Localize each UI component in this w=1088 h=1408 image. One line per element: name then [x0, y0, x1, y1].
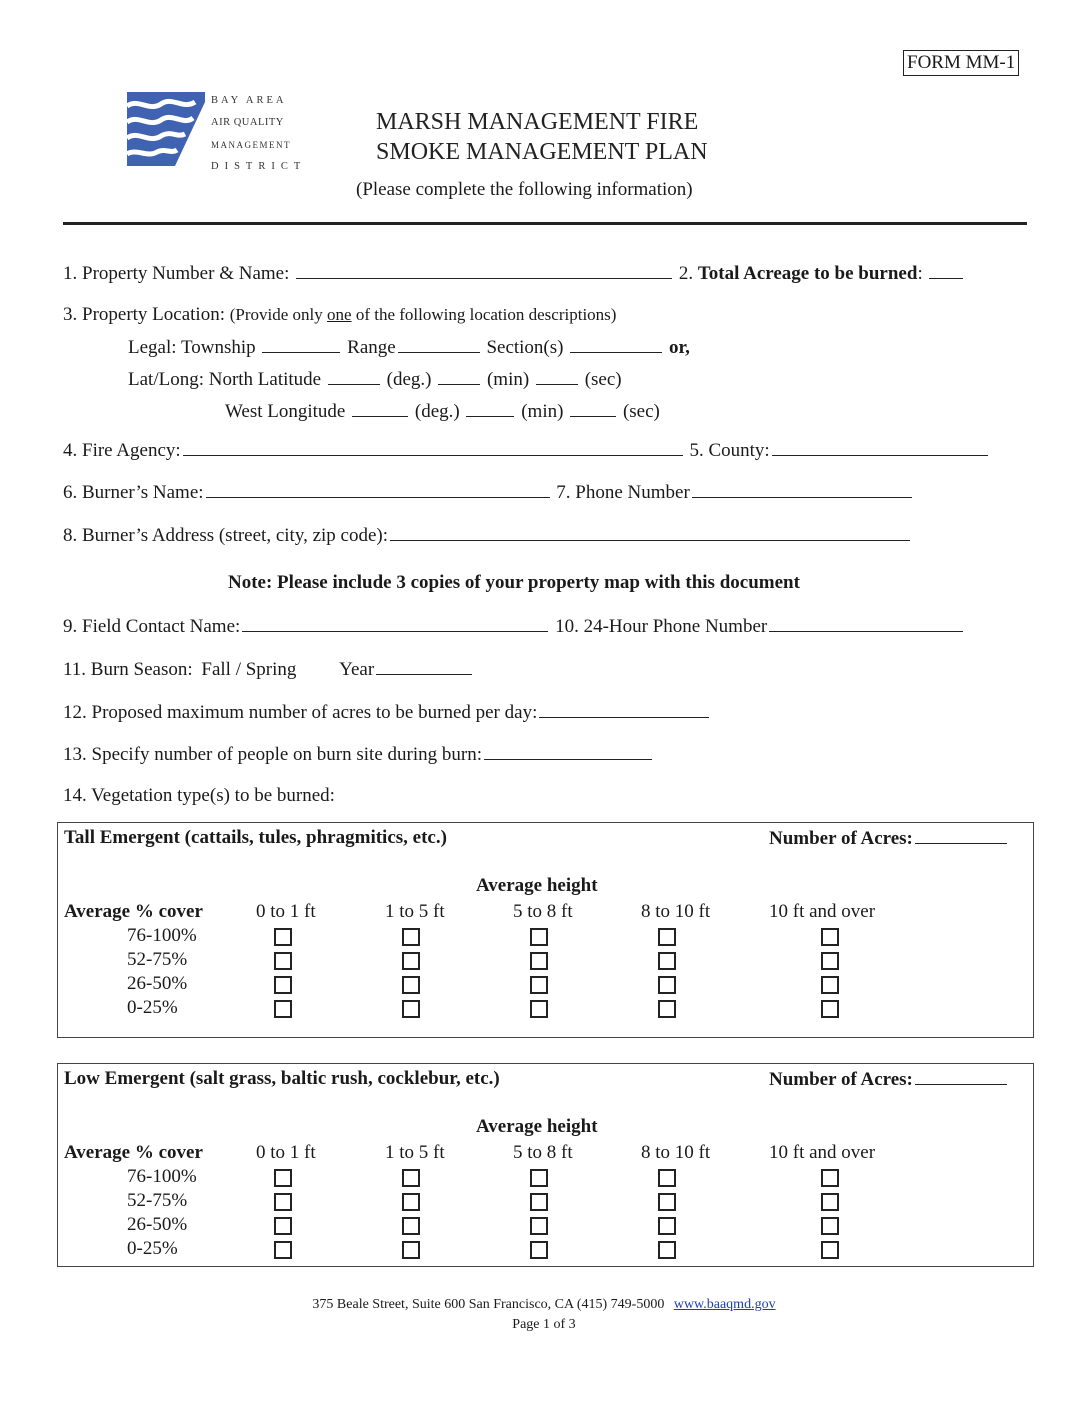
cover-height-checkbox[interactable] — [658, 976, 676, 994]
cover-height-checkbox[interactable] — [274, 1241, 292, 1259]
cover-height-checkbox[interactable] — [402, 928, 420, 946]
burn-season-options[interactable]: Fall / Spring — [201, 659, 297, 680]
average-height-label: Average height — [476, 1116, 598, 1137]
phone-number-label: 7. Phone Number — [556, 482, 690, 503]
cover-height-checkbox[interactable] — [530, 1000, 548, 1018]
deg-label: (deg.) — [414, 401, 460, 422]
burn-season-label: 11. Burn Season: — [63, 659, 193, 680]
township-label: Township — [180, 337, 256, 358]
cover-row-label: 52-75% — [127, 1190, 188, 1211]
cover-height-checkbox[interactable] — [530, 976, 548, 994]
sections-label: Section(s) — [486, 337, 564, 358]
cover-height-checkbox[interactable] — [402, 1193, 420, 1211]
lat-sec-field[interactable] — [536, 368, 578, 385]
height-column-label: 8 to 10 ft — [641, 1142, 711, 1163]
property-name-label: 1. Property Number & Name: — [63, 263, 290, 284]
year-label: Year — [339, 659, 375, 680]
cover-height-checkbox[interactable] — [530, 1217, 548, 1235]
lat-min-field[interactable] — [438, 368, 480, 385]
footer-address: 375 Beale Street, Suite 600 San Francisco, CA (415) 749-5000 — [312, 1297, 665, 1312]
cover-height-checkbox[interactable] — [402, 976, 420, 994]
cover-height-checkbox[interactable] — [274, 1193, 292, 1211]
cover-height-checkbox[interactable] — [821, 1217, 839, 1235]
sec-label: (sec) — [622, 401, 660, 422]
cover-height-checkbox[interactable] — [274, 976, 292, 994]
height-column-label: 5 to 8 ft — [513, 1142, 573, 1163]
title-line-2: SMOKE MANAGEMENT PLAN — [376, 139, 708, 165]
max-acres-label: 12. Proposed maximum number of acres to be burned per day: — [63, 702, 538, 723]
cover-height-checkbox[interactable] — [274, 952, 292, 970]
long-deg-field[interactable] — [352, 400, 408, 417]
burner-address-field[interactable] — [390, 524, 910, 541]
cover-height-checkbox[interactable] — [530, 1169, 548, 1187]
fire-agency-field[interactable] — [183, 439, 683, 456]
cover-row-label: 76-100% — [127, 1166, 197, 1187]
cover-height-checkbox[interactable] — [402, 1217, 420, 1235]
average-cover-label: Average % cover — [64, 1142, 203, 1163]
cover-height-checkbox[interactable] — [530, 928, 548, 946]
cover-height-checkbox[interactable] — [658, 1193, 676, 1211]
tall-emergent-box — [57, 822, 1034, 1038]
height-column-label: 1 to 5 ft — [385, 901, 445, 922]
north-latitude-label: North Latitude — [208, 369, 322, 390]
cover-height-checkbox[interactable] — [402, 952, 420, 970]
agency-logo-icon — [127, 92, 205, 166]
property-name-field[interactable] — [296, 262, 672, 279]
cover-height-checkbox[interactable] — [530, 952, 548, 970]
24h-phone-field[interactable] — [769, 615, 963, 632]
hint-post: of the following location descriptions) — [351, 305, 617, 324]
page-number: Page 1 of 3 — [512, 1317, 576, 1332]
cover-height-checkbox[interactable] — [821, 1241, 839, 1259]
or-label: or, — [668, 337, 690, 358]
field-row-11 — [63, 658, 474, 681]
field-row-6 — [63, 481, 914, 504]
sec-label: (sec) — [584, 369, 622, 390]
cover-height-checkbox[interactable] — [821, 976, 839, 994]
24h-phone-label: 10. 24-Hour Phone Number — [555, 616, 768, 637]
tall-emergent-acres — [769, 827, 1009, 850]
burner-name-label: 6. Burner’s Name: — [63, 482, 204, 503]
height-column-label: 0 to 1 ft — [256, 1142, 316, 1163]
low-emergent-header: Low Emergent (salt grass, baltic rush, cocklebur, etc.) — [64, 1068, 500, 1089]
people-count-field[interactable] — [484, 743, 652, 760]
range-field[interactable] — [398, 336, 480, 353]
field-row-9 — [63, 615, 965, 638]
low-emergent-box — [57, 1063, 1034, 1267]
logo-line-1: BAY AREA — [211, 95, 287, 106]
acres-label: Number of Acres: — [769, 1069, 913, 1090]
cover-row-label: 0-25% — [127, 997, 178, 1018]
cover-row-label: 26-50% — [127, 973, 188, 994]
township-field[interactable] — [262, 336, 340, 353]
cover-height-checkbox[interactable] — [821, 1169, 839, 1187]
field-row-3 — [63, 304, 616, 326]
cover-height-checkbox[interactable] — [821, 928, 839, 946]
hint-one: one — [327, 305, 352, 324]
hint-pre: (Provide only — [229, 305, 328, 324]
latlong-label: Lat/Long: — [128, 369, 204, 390]
map-note: Note: Please include 3 copies of your property map with this document — [228, 572, 800, 593]
logo-line-4: DISTRICT — [211, 161, 307, 172]
field-row-8 — [63, 524, 912, 547]
cover-height-checkbox[interactable] — [658, 1217, 676, 1235]
vegetation-label: 14. Vegetation type(s) to be burned: — [63, 785, 335, 806]
cover-height-checkbox[interactable] — [658, 1241, 676, 1259]
long-sec-field[interactable] — [570, 400, 616, 417]
legal-label: Legal: — [128, 337, 177, 358]
phone-number-field[interactable] — [692, 481, 912, 498]
location-label: 3. Property Location: — [63, 304, 225, 325]
cover-height-checkbox[interactable] — [821, 1193, 839, 1211]
field-contact-field[interactable] — [242, 615, 548, 632]
logo-line-3: MANAGEMENT — [211, 140, 291, 150]
form-id: FORM MM-1 — [903, 50, 1019, 76]
cover-height-checkbox[interactable] — [530, 1193, 548, 1211]
burner-name-field[interactable] — [206, 481, 550, 498]
agency-name — [211, 90, 306, 178]
max-acres-field[interactable] — [539, 701, 709, 718]
field-row-14 — [63, 785, 335, 807]
subtitle: (Please complete the following information) — [356, 179, 693, 200]
cover-height-checkbox[interactable] — [658, 1000, 676, 1018]
cover-height-checkbox[interactable] — [274, 1217, 292, 1235]
acreage-field[interactable] — [929, 262, 963, 279]
field-contact-label: 9. Field Contact Name: — [63, 616, 241, 637]
average-height-label: Average height — [476, 875, 598, 896]
deg-label: (deg.) — [386, 369, 432, 390]
cover-height-checkbox[interactable] — [274, 1000, 292, 1018]
height-column-label: 10 ft and over — [769, 901, 876, 922]
cover-height-checkbox[interactable] — [658, 928, 676, 946]
cover-height-checkbox[interactable] — [658, 952, 676, 970]
cover-height-checkbox[interactable] — [402, 1000, 420, 1018]
west-longitude-label: West Longitude — [225, 401, 346, 422]
tall-emergent-acres-field[interactable] — [915, 827, 1007, 844]
county-field[interactable] — [772, 439, 988, 456]
footer-address-line — [0, 1297, 1088, 1313]
cover-height-checkbox[interactable] — [402, 1241, 420, 1259]
cover-row-label: 26-50% — [127, 1214, 188, 1235]
field-row-1 — [63, 262, 965, 285]
website-link[interactable]: www.baaqmd.gov — [673, 1297, 776, 1312]
field-row-13 — [63, 743, 654, 766]
year-field[interactable] — [376, 658, 472, 675]
cover-height-checkbox[interactable] — [402, 1169, 420, 1187]
burner-address-label: 8. Burner’s Address (street, city, zip code): — [63, 525, 389, 546]
min-label: (min) — [521, 401, 564, 422]
title-line-1: MARSH MANAGEMENT FIRE — [376, 109, 699, 135]
cover-height-checkbox[interactable] — [274, 928, 292, 946]
acreage-label: 2. Total Acreage to be burned: — [678, 263, 923, 284]
range-label: Range — [347, 337, 396, 358]
cover-row-label: 52-75% — [127, 949, 188, 970]
average-cover-label: Average % cover — [64, 901, 203, 922]
latitude-row — [128, 368, 622, 391]
cover-height-checkbox[interactable] — [530, 1241, 548, 1259]
page-title — [376, 107, 708, 167]
county-label: 5. County: — [689, 440, 770, 461]
tall-emergent-header: Tall Emergent (cattails, tules, phragmitics, etc.) — [64, 827, 447, 848]
legal-row — [128, 336, 690, 359]
acres-label: Number of Acres: — [769, 828, 913, 849]
header-divider — [63, 222, 1027, 225]
min-label: (min) — [486, 369, 530, 390]
cover-height-checkbox[interactable] — [274, 1169, 292, 1187]
fire-agency-label: 4. Fire Agency: — [63, 440, 181, 461]
people-count-label: 13. Specify number of people on burn site during burn: — [63, 744, 482, 765]
low-emergent-acres — [769, 1068, 1009, 1091]
cover-row-label: 0-25% — [127, 1238, 178, 1259]
sections-field[interactable] — [570, 336, 662, 353]
height-column-label: 5 to 8 ft — [513, 901, 573, 922]
low-emergent-acres-field[interactable] — [915, 1068, 1007, 1085]
cover-height-checkbox[interactable] — [658, 1169, 676, 1187]
height-column-label: 10 ft and over — [769, 1142, 876, 1163]
longitude-row — [225, 400, 660, 423]
cover-height-checkbox[interactable] — [821, 952, 839, 970]
field-row-4 — [63, 439, 990, 462]
lat-deg-field[interactable] — [328, 368, 380, 385]
height-column-label: 1 to 5 ft — [385, 1142, 445, 1163]
cover-row-label: 76-100% — [127, 925, 197, 946]
height-column-label: 8 to 10 ft — [641, 901, 711, 922]
long-min-field[interactable] — [466, 400, 514, 417]
cover-height-checkbox[interactable] — [821, 1000, 839, 1018]
field-row-12 — [63, 701, 711, 724]
height-column-label: 0 to 1 ft — [256, 901, 316, 922]
logo-line-2: AIR QUALITY — [211, 117, 284, 128]
location-hint — [230, 305, 617, 324]
